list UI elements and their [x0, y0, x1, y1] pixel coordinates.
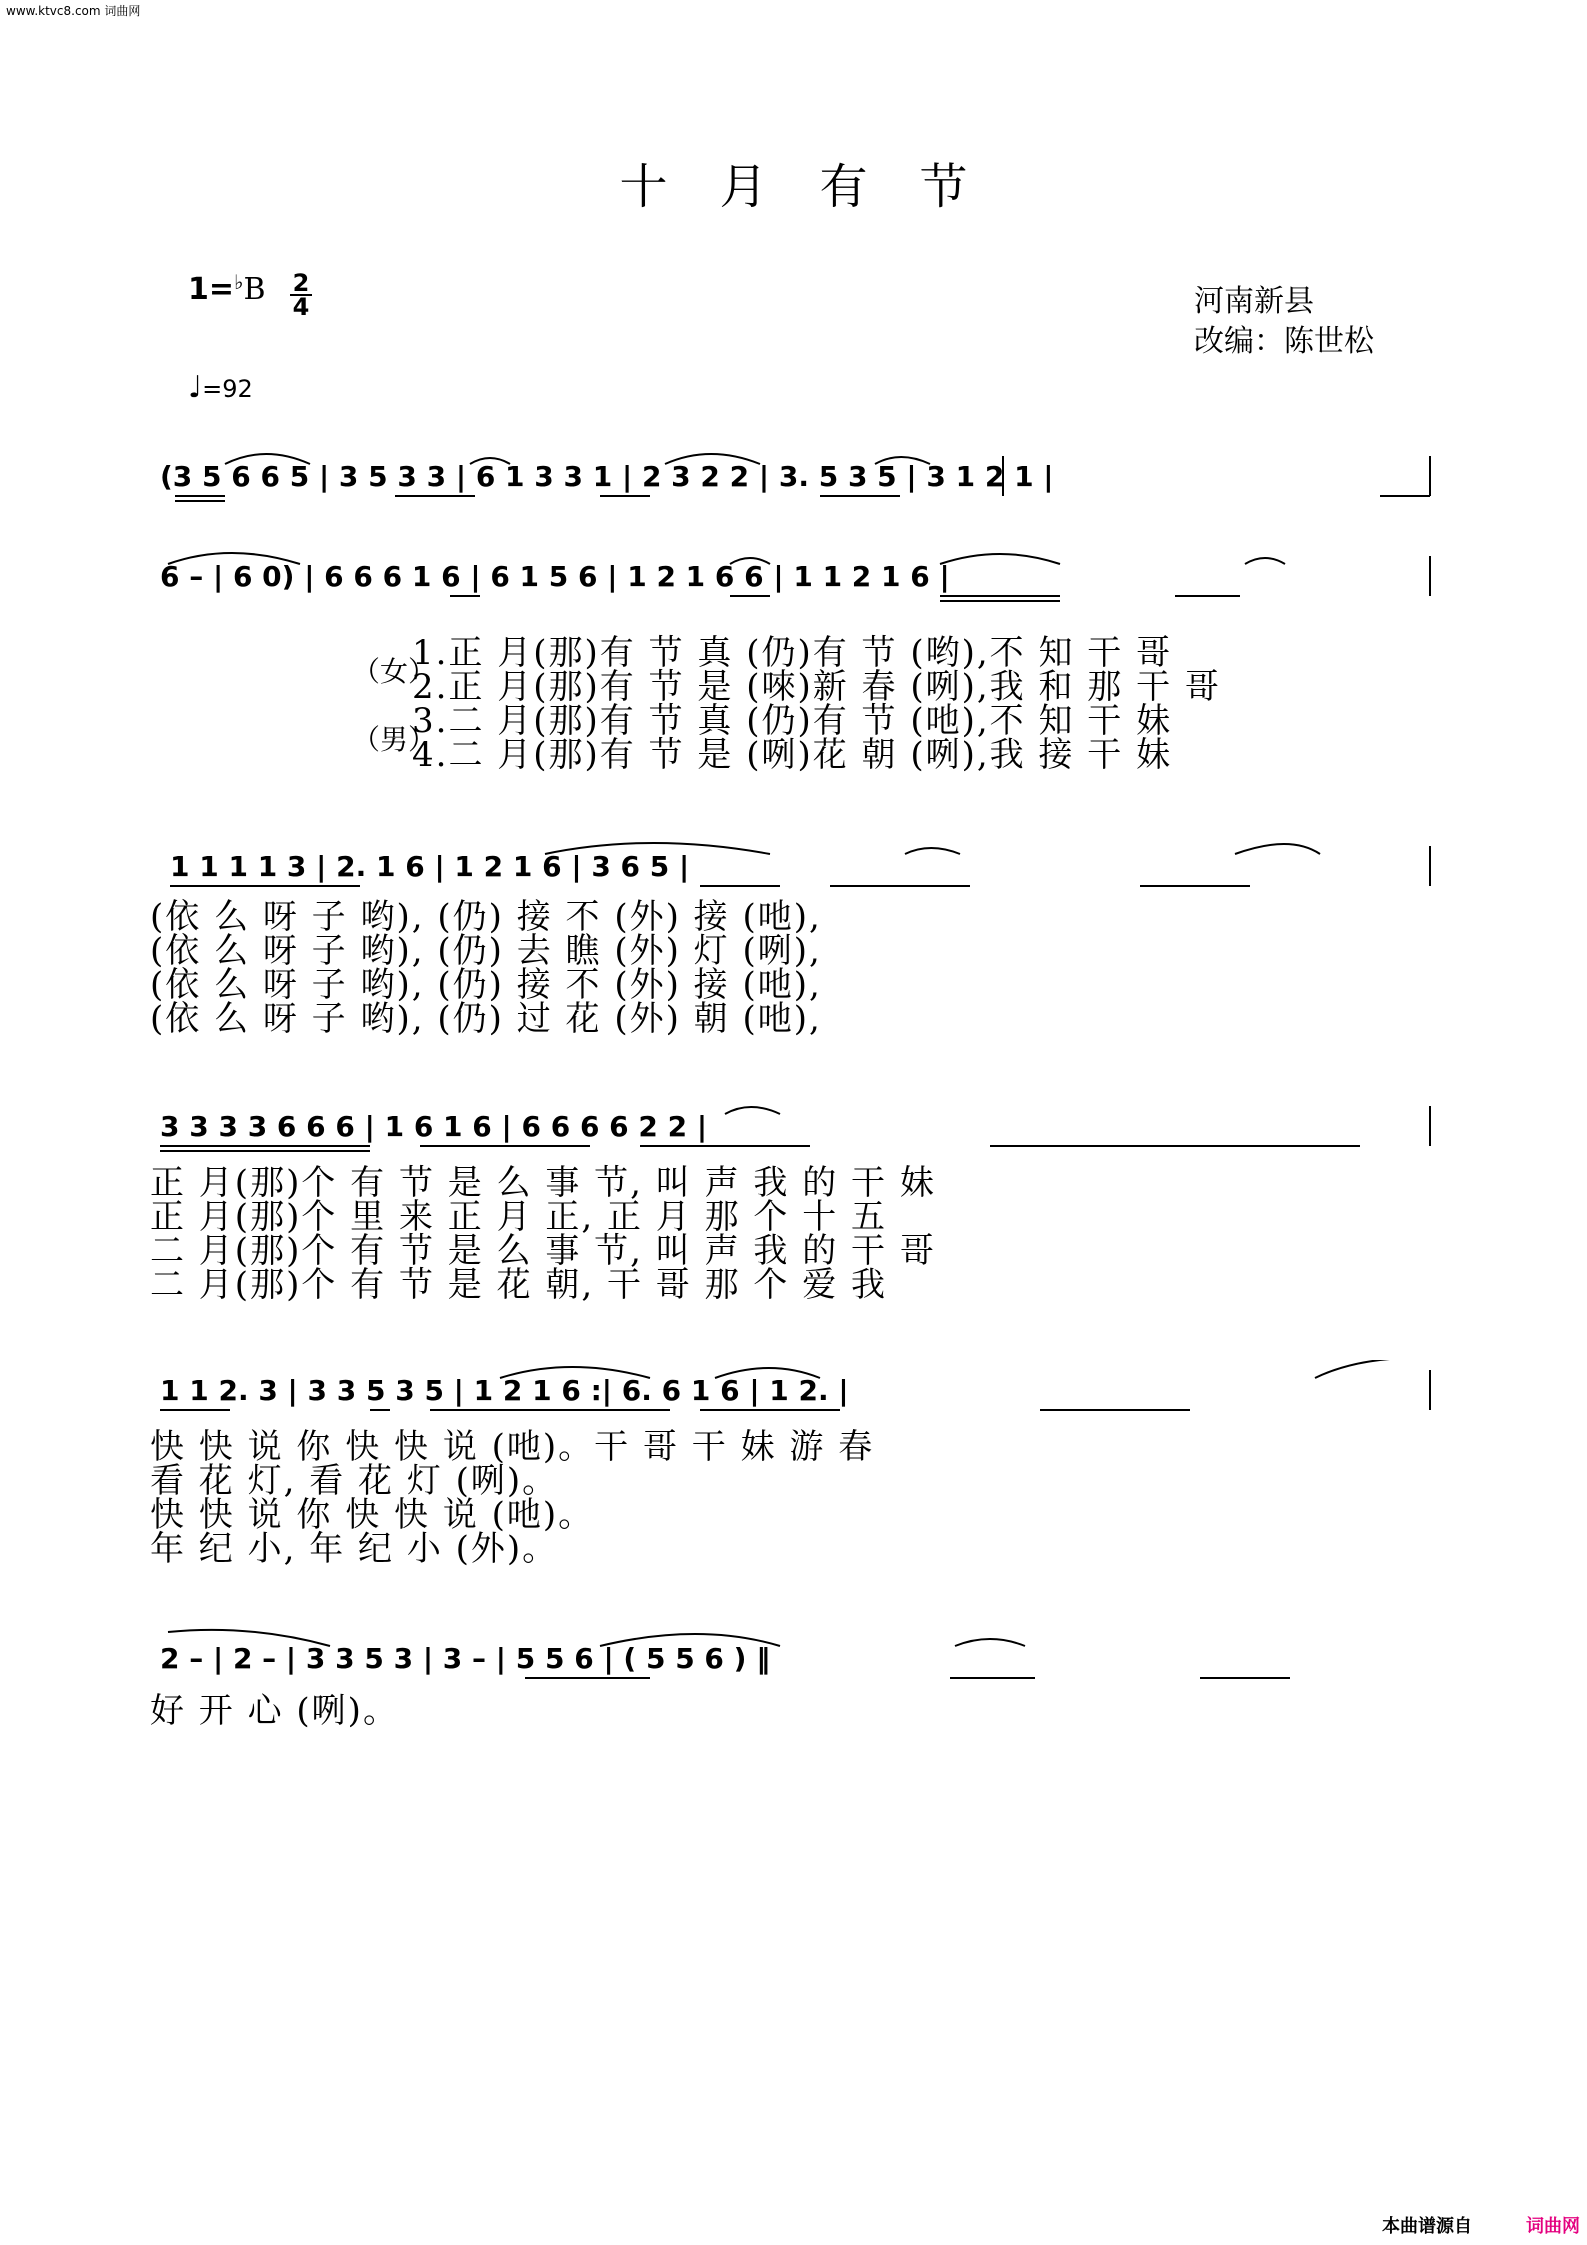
- lyric-line: 二 月(那)个 有 节 是 么 事 节, 叫 声 我 的 干 哥: [150, 1231, 936, 1271]
- arranger-label: 改编：陈世松: [1194, 324, 1374, 359]
- lyric-line: 4.二 月(那)有 节 是 (咧)花 朝 (咧),我 接 干 妹: [412, 735, 1173, 775]
- quarter-note-icon: ♩: [188, 370, 203, 405]
- notation-row-1: (3 5 6 6 5 | 3 5 3 3 | 6 1 3 3 1 | 2 3 2 2 | 3. 5 3 5 | 3 1 2 1 |: [160, 460, 1054, 493]
- notation-row-6: 2 – | 2 – | 3 3 5 3 | 3 – | 5 5 6 | ( 5 5 6 ) ‖: [160, 1642, 771, 1675]
- staff-row-3: [0, 836, 1587, 906]
- lyric-line: 快 快 说 你 快 快 说 (吔)。: [150, 1495, 595, 1535]
- notation-row-3: 1 1 1 1 3 | 2. 1 6 | 1 2 1 6 | 3 6 5 |: [170, 850, 690, 883]
- staff-row-2: [0, 546, 1587, 616]
- male-voice-label: （男）: [352, 723, 437, 756]
- lyric-line: (依 么 呀 子 哟), (仍) 接 不 (外) 接 (吔),: [150, 897, 822, 937]
- lyric-line: 正 月(那)个 里 来 正 月 正, 正 月 那 个 十 五: [150, 1197, 888, 1237]
- female-voice-label: （女）: [352, 655, 437, 688]
- lyrics-row-4: [150, 1163, 936, 1305]
- notation-row-2: 6 – | 6 0) | 6 6 6 1 6 | 6 1 5 6 | 1 2 1 6 6 | 1 1 2 1 6 |: [160, 560, 950, 593]
- staff-row-6: [0, 1628, 1587, 1698]
- lyrics-row-6: [150, 1691, 399, 1731]
- lyric-line: (依 么 呀 子 哟), (仍) 接 不 (外) 接 (吔),: [150, 965, 822, 1005]
- page-title: 十月有节: [619, 159, 1020, 215]
- staff-row-4: [0, 1096, 1587, 1166]
- lyric-line: 看 花 灯, 看 花 灯 (咧)。: [150, 1461, 559, 1501]
- lyric-line: (依 么 呀 子 哟), (仍) 去 瞧 (外) 灯 (咧),: [150, 931, 822, 971]
- lyric-line: 好 开 心 (咧)。: [150, 1691, 399, 1731]
- notation-row-4: 3 3 3 3 6 6 6 | 1 6 1 6 | 6 6 6 6 2 2 |: [160, 1110, 708, 1143]
- lyrics-row-5: [150, 1427, 875, 1569]
- tempo-mark: ♩=92: [188, 370, 253, 405]
- lyric-line: 二 月(那)个 有 节 是 花 朝, 干 哥 那 个 爱 我: [150, 1265, 888, 1305]
- lyric-line: 年 纪 小, 年 纪 小 (外)。: [150, 1529, 559, 1569]
- lyrics-row-2: [412, 633, 1221, 775]
- key-signature: 1=♭B: [188, 270, 266, 307]
- lyrics-row-3: [150, 897, 822, 1039]
- staff-row-1: [0, 446, 1587, 516]
- lyric-line: (依 么 呀 子 哟), (仍) 过 花 (外) 朝 (吔),: [150, 999, 822, 1039]
- footer-brand[interactable]: 词曲网: [1526, 2216, 1580, 2237]
- lyric-line: 快 快 说 你 快 快 说 (吔)。干 哥 干 妹 游 春: [150, 1427, 875, 1467]
- site-url: www.ktvc8.com 词曲网: [6, 4, 141, 18]
- origin-label: 河南新县: [1194, 284, 1314, 319]
- time-signature: 2 4: [290, 272, 312, 318]
- lyric-line: 1.正 月(那)有 节 真 (仍)有 节 (哟),不 知 干 哥: [412, 633, 1173, 673]
- lyric-line: 正 月(那)个 有 节 是 么 事 节, 叫 声 我 的 干 妹: [150, 1163, 936, 1203]
- footer-source: 本曲谱源自: [1382, 2216, 1472, 2237]
- notation-row-5: 1 1 2. 3 | 3 3 5 3 5 | 1 2 1 6 :| 6. 6 1 6 | 1 2. |: [160, 1374, 849, 1407]
- lyric-line: 3.二 月(那)有 节 真 (仍)有 节 (吔),不 知 干 妹: [412, 701, 1173, 741]
- lyric-line: 2.正 月(那)有 节 是 (唻)新 春 (咧),我 和 那 干 哥: [412, 667, 1221, 707]
- staff-row-5: [0, 1360, 1587, 1430]
